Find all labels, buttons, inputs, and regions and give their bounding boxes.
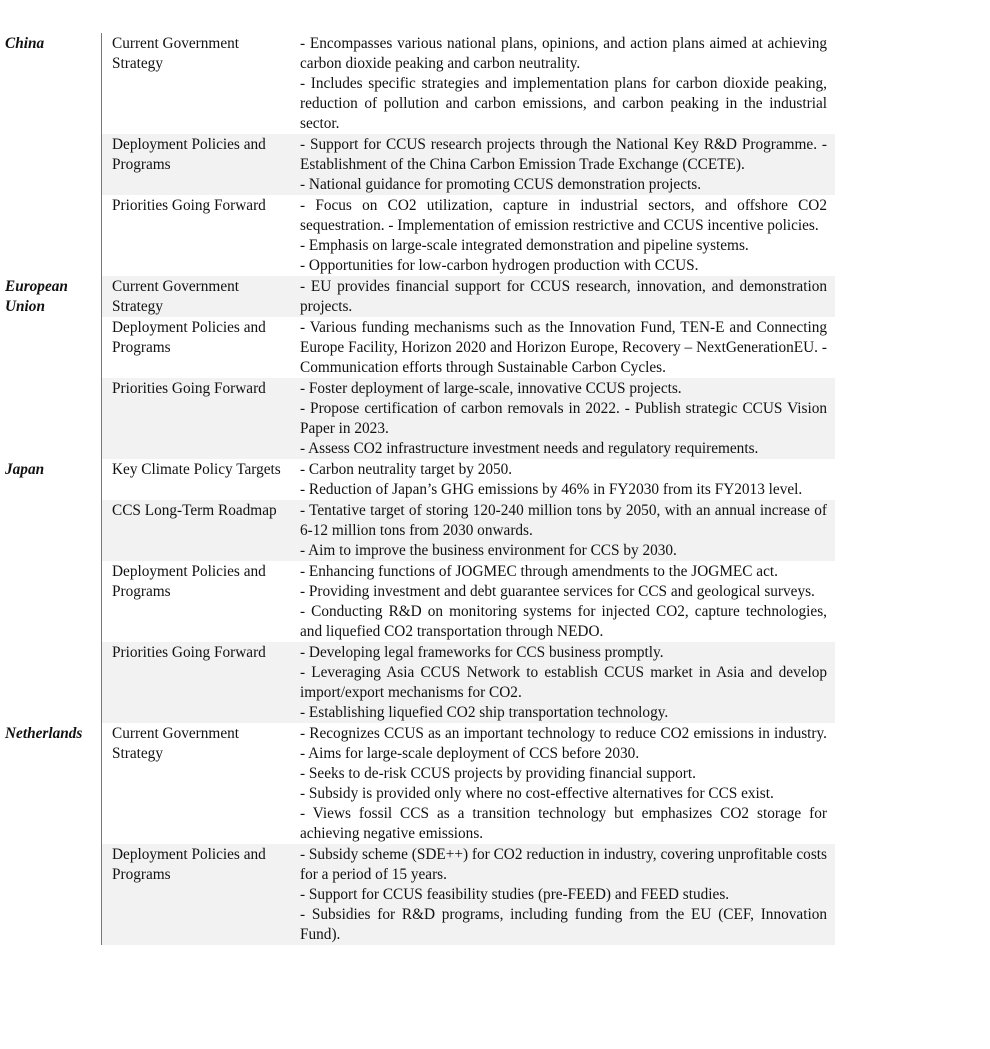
detail-line: - Tentative target of storing 120-240 million tons by 2050, with an annual increase of 6-12 million tons from 2030 onwards. — [300, 502, 827, 539]
table-row — [102, 723, 835, 844]
policy-details — [290, 276, 835, 317]
policy-category: Priorities Going Forward — [112, 644, 266, 661]
country-name: China — [5, 35, 45, 52]
table-row — [102, 459, 835, 500]
detail-line: - Emphasis on large-scale integrated demonstration and pipeline systems. — [300, 237, 749, 254]
detail-line: - Subsidies for R&D programs, including funding from the EU (CEF, Innovation Fund). — [300, 906, 827, 943]
policy-category: Deployment Policies and Programs — [112, 563, 266, 600]
detail-line: - Support for CCUS feasibility studies (pre-FEED) and FEED studies. — [300, 886, 730, 903]
detail-line: - Leveraging Asia CCUS Network to establish CCUS market in Asia and develop import/export mechanisms for CO2. — [300, 664, 827, 701]
policy-category: Priorities Going Forward — [112, 197, 266, 214]
detail-line: - Conducting R&D on monitoring systems for injected CO2, capture technologies, and liquefied CO2 transportation through NEDO. — [300, 603, 827, 640]
country-group — [0, 276, 990, 459]
detail-line: - Carbon neutrality target by 2050. — [300, 461, 513, 478]
table-row — [102, 642, 835, 723]
column-divider — [101, 459, 102, 723]
policy-details — [290, 195, 835, 276]
policy-category: Priorities Going Forward — [112, 380, 266, 397]
policy-details — [290, 317, 835, 378]
detail-line: - Encompasses various national plans, opinions, and action plans aimed at achieving carbon dioxide peaking and carbon neutrality. — [300, 35, 827, 72]
country-name: Japan — [5, 461, 45, 478]
detail-line: - Includes specific strategies and implementation plans for carbon dioxide peaking, reduction of pollution and carbon emissions, and carbon peaking in the industrial sector. — [300, 75, 827, 132]
detail-line: - Subsidy is provided only where no cost-effective alternatives for CCS exist. — [300, 785, 774, 802]
table-row — [102, 844, 835, 945]
policy-details — [290, 844, 835, 945]
policy-table — [0, 33, 990, 945]
policy-details — [290, 378, 835, 459]
detail-line: - Developing legal frameworks for CCS business promptly. — [300, 644, 664, 661]
detail-line: - Subsidy scheme (SDE++) for CO2 reduction in industry, covering unprofitable costs for a period of 15 years. — [300, 846, 827, 883]
table-row — [102, 195, 835, 276]
table-row — [102, 378, 835, 459]
detail-line: - Recognizes CCUS as an important technology to reduce CO2 emissions in industry. - Aims for large-scale deployment of CCS before 2030. — [300, 725, 827, 762]
detail-line: - Support for CCUS research projects through the National Key R&D Programme. - Establishment of the China Carbon Emission Trade Exchange (CCETE). — [300, 136, 827, 173]
policy-details — [290, 500, 835, 561]
detail-line: - Establishing liquefied CO2 ship transportation technology. — [300, 704, 669, 721]
detail-line: - Propose certification of carbon removals in 2022. - Publish strategic CCUS Vision Paper in 2023. — [300, 400, 827, 437]
detail-line: - EU provides financial support for CCUS research, innovation, and demonstration projects. — [300, 278, 827, 315]
table-row — [102, 276, 835, 317]
policy-category: CCS Long-Term Roadmap — [112, 502, 277, 519]
table-row — [102, 561, 835, 642]
policy-category: Deployment Policies and Programs — [112, 846, 266, 883]
detail-line: - Focus on CO2 utilization, capture in industrial sectors, and offshore CO2 sequestration. - Implementation of emission restrictive and CCUS incentive policies. — [300, 197, 827, 234]
table-row — [102, 500, 835, 561]
policy-details — [290, 33, 835, 134]
detail-line: - Enhancing functions of JOGMEC through amendments to the JOGMEC act. — [300, 563, 778, 580]
policy-category: Deployment Policies and Programs — [112, 136, 266, 173]
table-row — [102, 33, 835, 134]
detail-line: - Seeks to de-risk CCUS projects by providing financial support. — [300, 765, 696, 782]
table-row — [102, 317, 835, 378]
policy-category: Current Government Strategy — [112, 278, 240, 315]
policy-category: Key Climate Policy Targets — [112, 461, 281, 478]
country-name: European Union — [5, 278, 68, 315]
column-divider — [101, 723, 102, 945]
country-group — [0, 723, 990, 945]
policy-details — [290, 459, 835, 500]
detail-line: - Views fossil CCS as a transition technology but emphasizes CO2 storage for achieving negative emissions. — [300, 805, 827, 842]
column-divider — [101, 33, 102, 276]
detail-line: - Providing investment and debt guarantee services for CCS and geological surveys. — [300, 583, 815, 600]
policy-category: Deployment Policies and Programs — [112, 319, 266, 356]
country-group — [0, 33, 990, 276]
country-group — [0, 459, 990, 723]
detail-line: - Opportunities for low-carbon hydrogen production with CCUS. — [300, 257, 699, 274]
detail-line: - Assess CO2 infrastructure investment needs and regulatory requirements. — [300, 440, 759, 457]
policy-details — [290, 134, 835, 195]
detail-line: - Foster deployment of large-scale, innovative CCUS projects. — [300, 380, 682, 397]
policy-category: Current Government Strategy — [112, 725, 240, 762]
country-name: Netherlands — [5, 725, 83, 742]
detail-line: - Reduction of Japan’s GHG emissions by 46% in FY2030 from its FY2013 level. — [300, 481, 803, 498]
policy-category: Current Government Strategy — [112, 35, 240, 72]
policy-details — [290, 723, 835, 844]
detail-line: - Aim to improve the business environment for CCS by 2030. — [300, 542, 677, 559]
table-row — [102, 134, 835, 195]
policy-details — [290, 561, 835, 642]
detail-line: - Various funding mechanisms such as the Innovation Fund, TEN-E and Connecting Europe Facility, Horizon 2020 and Horizon Europe, Recovery – NextGenerationEU. - Communication efforts through Sustainable Carbon Cycles. — [300, 319, 827, 376]
column-divider — [101, 276, 102, 459]
policy-details — [290, 642, 835, 723]
detail-line: - National guidance for promoting CCUS demonstration projects. — [300, 176, 702, 193]
